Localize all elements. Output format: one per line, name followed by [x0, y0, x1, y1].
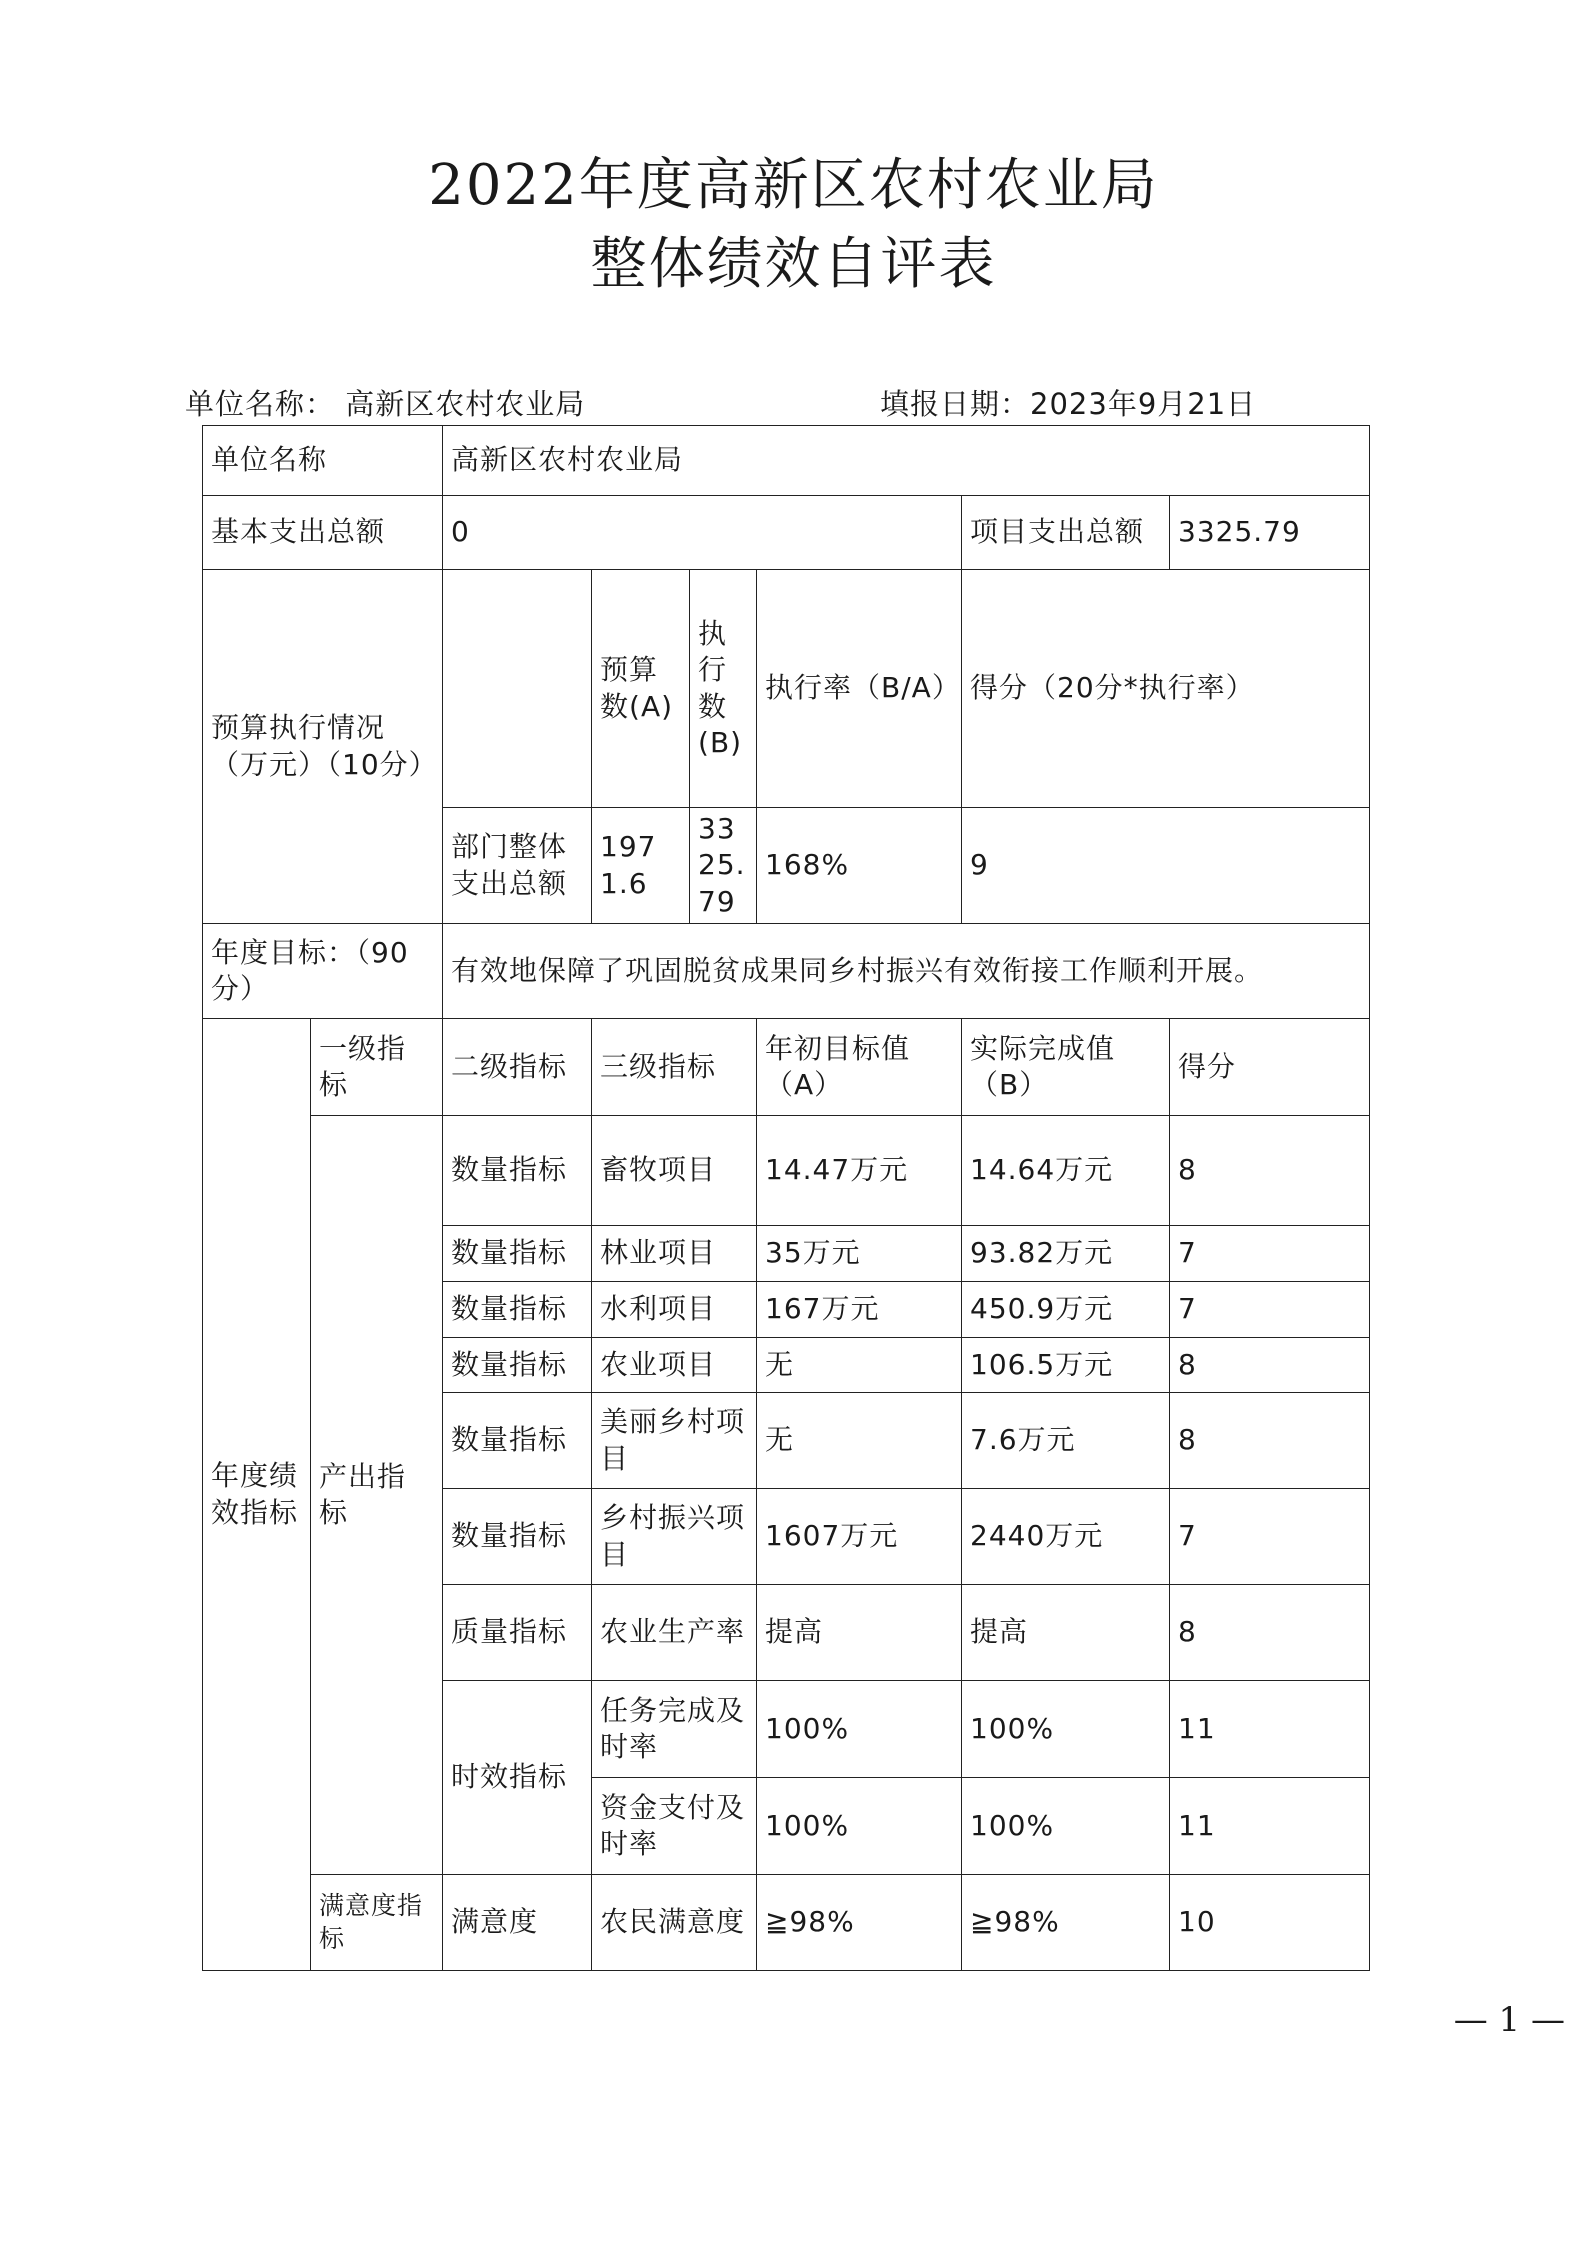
indicator-target-cell: 无 [757, 1393, 962, 1489]
indicator-level3-cell: 美丽乡村项目 [592, 1393, 757, 1489]
satisfaction-actual-cell: ≧98% [962, 1875, 1170, 1971]
department-exec-value-cell: 3325.79 [690, 808, 757, 924]
project-expense-label-cell: 项目支出总额 [962, 496, 1170, 570]
timeliness-indicator-label-cell: 时效指标 [443, 1681, 592, 1875]
indicator-score-cell: 7 [1170, 1226, 1370, 1282]
indicator-level2-cell: 数量指标 [443, 1282, 592, 1338]
unit-name-row [203, 426, 1370, 496]
department-budget-value-cell: 1971.6 [592, 808, 690, 924]
indicator-level3-cell: 乡村振兴项目 [592, 1489, 757, 1585]
indicator-score-cell: 8 [1170, 1585, 1370, 1681]
indicator-actual-cell: 100% [962, 1681, 1170, 1778]
annual-goal-label-cell: 年度目标：（90分） [203, 924, 443, 1019]
execution-rate-header-cell: 执行率（B/A） [757, 570, 962, 808]
basic-expense-value-cell: 0 [443, 496, 962, 570]
indicator-score-cell: 11 [1170, 1778, 1370, 1875]
indicator-target-cell: 100% [757, 1778, 962, 1875]
execution-amount-header-cell: 执行数(B) [690, 570, 757, 808]
basic-expense-label-cell: 基本支出总额 [203, 496, 443, 570]
output-indicator-label-cell: 产出指标 [311, 1116, 443, 1875]
annual-goal-row [203, 924, 1370, 1019]
level2-header-cell: 二级指标 [443, 1019, 592, 1116]
indicator-actual-cell: 提高 [962, 1585, 1170, 1681]
satisfaction-level2-cell: 满意度 [443, 1875, 592, 1971]
indicator-level3-cell: 任务完成及时率 [592, 1681, 757, 1778]
document-title-line2: 整体绩效自评表 [590, 232, 997, 297]
indicator-target-cell: 1607万元 [757, 1489, 962, 1585]
annual-indicators-label-cell: 年度绩效指标 [203, 1019, 311, 1971]
indicator-level3-cell: 畜牧项目 [592, 1116, 757, 1226]
indicator-actual-cell: 100% [962, 1778, 1170, 1875]
project-expense-value-cell: 3325.79 [1170, 496, 1370, 570]
indicator-row [203, 1116, 1370, 1226]
indicator-actual-cell: 106.5万元 [962, 1338, 1170, 1393]
satisfaction-level3-cell: 农民满意度 [592, 1875, 757, 1971]
budget-execution-label-cell: 预算执行情况（万元）（10分） [203, 570, 443, 924]
indicator-level2-cell: 数量指标 [443, 1116, 592, 1226]
indicator-target-cell: 14.47万元 [757, 1116, 962, 1226]
report-date-label: 填报日期： [880, 387, 1031, 421]
unit-name-value-cell: 高新区农村农业局 [443, 426, 1370, 496]
document-title-line1: 2022年度高新区农村农业局 [428, 153, 1159, 218]
indicator-level2-cell: 数量指标 [443, 1226, 592, 1282]
budget-score-header-cell: 得分（20分*执行率） [962, 570, 1370, 808]
department-score-value-cell: 9 [962, 808, 1370, 924]
unit-name-header-value: 高新区农村农业局 [345, 387, 586, 421]
unit-name-label-cell: 单位名称 [203, 426, 443, 496]
level1-header-cell: 一级指标 [311, 1019, 443, 1116]
indicator-actual-cell: 7.6万元 [962, 1393, 1170, 1489]
department-expense-label-cell: 部门整体支出总额 [443, 808, 592, 924]
annual-goal-text-cell: 有效地保障了巩固脱贫成果同乡村振兴有效衔接工作顺利开展。 [443, 924, 1370, 1019]
level3-header-cell: 三级指标 [592, 1019, 757, 1116]
expense-total-row [203, 496, 1370, 570]
satisfaction-indicator-label-cell: 满意度指标 [311, 1875, 443, 1971]
unit-name-header-label: 单位名称： [185, 387, 336, 421]
target-header-cell: 年初目标值（A） [757, 1019, 962, 1116]
satisfaction-row [203, 1875, 1370, 1971]
indicator-target-cell: 100% [757, 1681, 962, 1778]
satisfaction-target-cell: ≧98% [757, 1875, 962, 1971]
indicator-level3-cell: 水利项目 [592, 1282, 757, 1338]
budget-header-row [203, 570, 1370, 808]
indicator-actual-cell: 93.82万元 [962, 1226, 1170, 1282]
indicator-level2-cell: 质量指标 [443, 1585, 592, 1681]
indicator-level2-cell: 数量指标 [443, 1393, 592, 1489]
indicator-score-cell: 11 [1170, 1681, 1370, 1778]
indicator-level2-cell: 数量指标 [443, 1489, 592, 1585]
budget-blank-cell [443, 570, 592, 808]
indicator-actual-cell: 14.64万元 [962, 1116, 1170, 1226]
department-rate-value-cell: 168% [757, 808, 962, 924]
indicator-actual-cell: 2440万元 [962, 1489, 1170, 1585]
indicator-actual-cell: 450.9万元 [962, 1282, 1170, 1338]
indicator-score-cell: 8 [1170, 1338, 1370, 1393]
indicator-target-cell: 无 [757, 1338, 962, 1393]
score-header-cell: 得分 [1170, 1019, 1370, 1116]
unit-name-header [185, 382, 585, 423]
indicator-score-cell: 7 [1170, 1489, 1370, 1585]
indicator-level2-cell: 数量指标 [443, 1338, 592, 1393]
report-date-value: 2023年9月21日 [1030, 387, 1257, 421]
indicator-level3-cell: 林业项目 [592, 1226, 757, 1282]
indicator-target-cell: 167万元 [757, 1282, 962, 1338]
page-number: — 1 — [1453, 2000, 1565, 2040]
indicator-level3-cell: 农业项目 [592, 1338, 757, 1393]
budget-amount-header-cell: 预算数(A) [592, 570, 690, 808]
satisfaction-score-cell: 10 [1170, 1875, 1370, 1971]
indicator-target-cell: 提高 [757, 1585, 962, 1681]
indicator-header-row [203, 1019, 1370, 1116]
indicator-score-cell: 8 [1170, 1116, 1370, 1226]
indicator-score-cell: 7 [1170, 1282, 1370, 1338]
indicator-level3-cell: 农业生产率 [592, 1585, 757, 1681]
indicator-level3-cell: 资金支付及时率 [592, 1778, 757, 1875]
indicator-target-cell: 35万元 [757, 1226, 962, 1282]
report-date-header [880, 382, 1256, 423]
self-evaluation-table [202, 425, 1370, 1971]
indicator-score-cell: 8 [1170, 1393, 1370, 1489]
actual-header-cell: 实际完成值（B） [962, 1019, 1170, 1116]
